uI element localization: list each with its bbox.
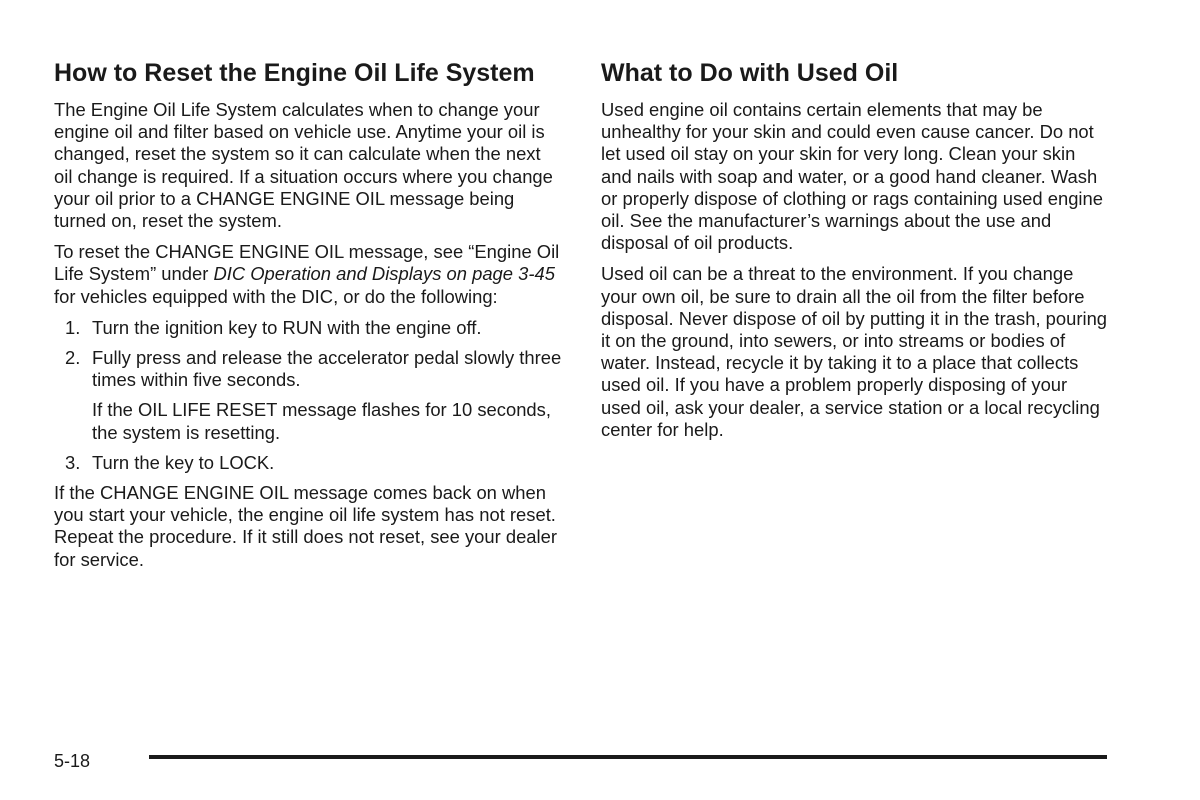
list-item [54,347,564,444]
closing-paragraph: If the CHANGE ENGINE OIL message comes back on when you start your vehicle, the engine oil life system has not reset. Repeat the procedure. If it still does not reset, see your dealer for service. [54,482,557,570]
dic-reference: DIC Operation and Displays on page 3-45 [213,263,555,285]
intro-paragraph: The Engine Oil Life System calculates when to change your engine oil and filter based on vehicle use. Anytime your oil is changed, reset the system so it can calculate when the next oil change is required. If a situation occurs where you change your oil prior to a CHANGE ENGINE OIL message being turned on, reset the system. [54,99,553,232]
step-text: Turn the ignition key to RUN with the engine off. [92,316,482,338]
reset-text-post: for vehicles equipped with the DIC, or do the following: [54,285,498,307]
step-text: Turn the key to LOCK. [92,451,275,473]
reset-text-pre: To reset the CHANGE ENGINE OIL message, see “Engine Oil Life System” under [54,241,560,285]
page-number: 5-18 [54,751,91,771]
step-number: 2. [65,347,81,369]
list-item [54,317,564,339]
left-column [54,58,564,580]
list-item [54,452,564,474]
step-number: 1. [65,316,81,338]
footer-divider [149,755,1107,759]
section-title-used-oil: What to Do with Used Oil [601,59,899,87]
step-note: If the OIL LIFE RESET message flashes for 10 seconds, the system is resetting. [92,399,551,443]
used-oil-paragraph-1: Used engine oil contains certain elements that may be unhealthy for your skin and could even cause cancer. Do not let used oil stay on your skin for very long. Clean your skin and nails with soap and water, or a good hand cleaner. Wash or properly dispose of clothing or rags containing used engine oil. See the manufacturer’s warnings about the use and disposal of oil products. [601,99,1103,254]
used-oil-paragraph-2: Used oil can be a threat to the environment. If you change your own oil, be sure to drain all the oil from the filter before disposal. Never dispose of oil by putting it in the trash, pouring it on the ground, into sewers, or into streams or bodies of water. Instead, recycle it by taking it to a place that collects used oil. If you have a problem properly disposing of your used oil, ask your dealer, a service station or a local recycling center for help. [601,263,1108,440]
right-column [601,58,1111,450]
section-title-reset-oil-life: How to Reset the Engine Oil Life System [54,59,535,87]
reset-steps-list [54,317,564,474]
step-number: 3. [65,451,81,473]
step-text: Fully press and release the accelerator pedal slowly three times within five seconds. [92,347,562,391]
reset-instructions-paragraph [54,241,564,308]
